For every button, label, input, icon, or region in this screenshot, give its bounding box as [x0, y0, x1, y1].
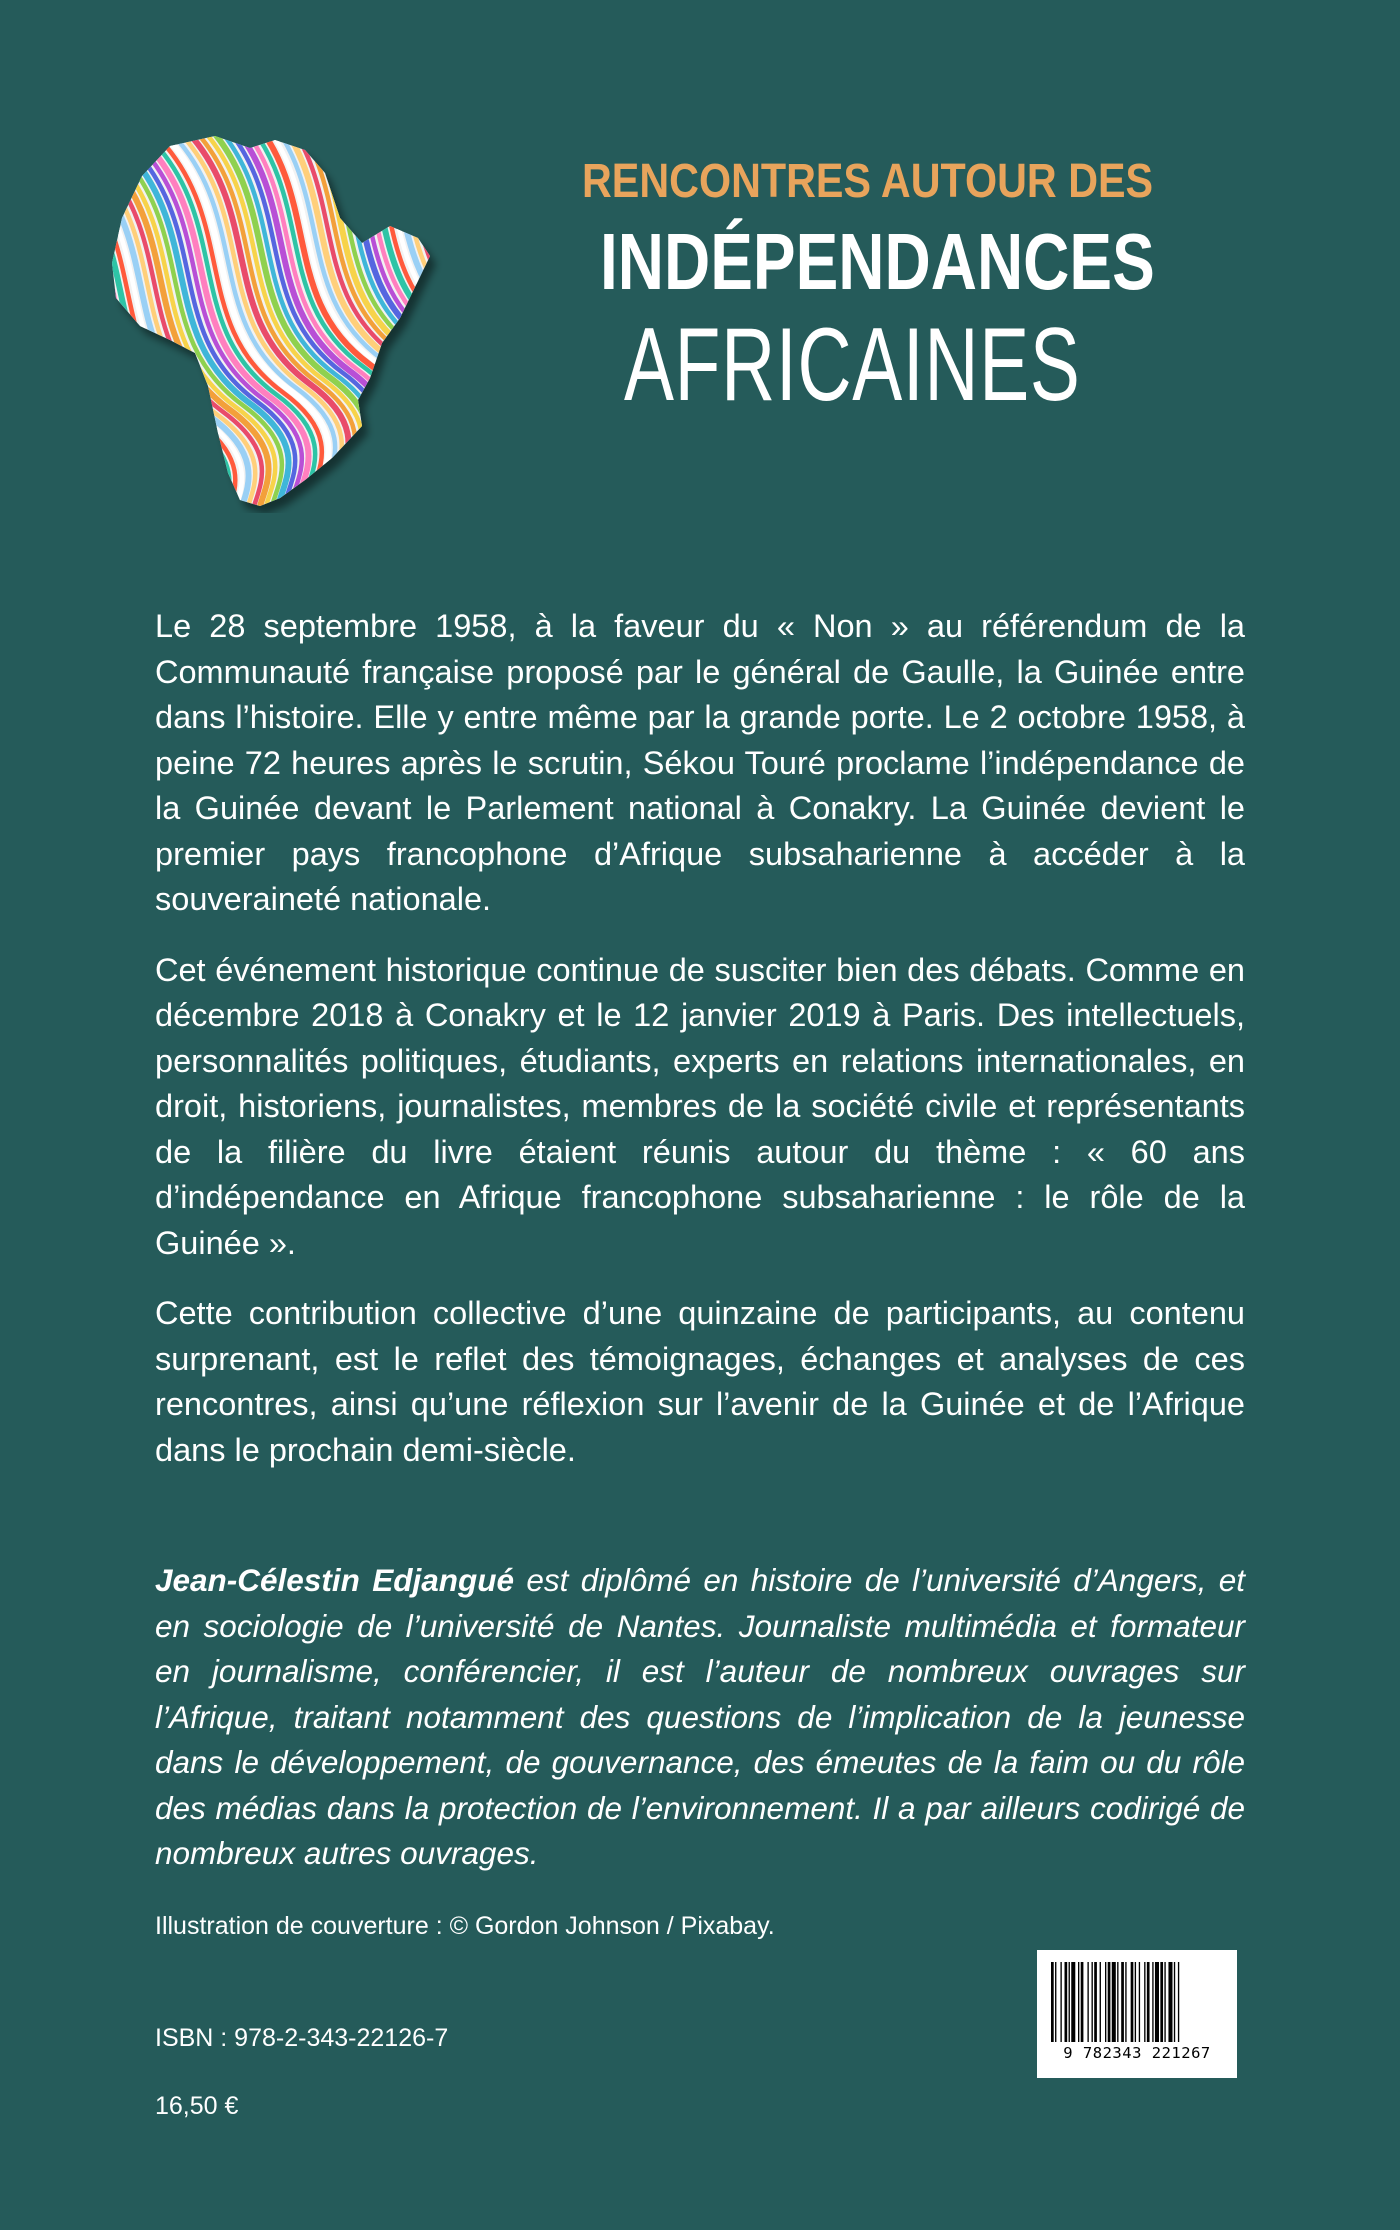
book-title: [540, 150, 1155, 424]
barcode-bar: [1147, 1962, 1150, 2042]
barcode-bar: [1071, 1962, 1075, 2042]
barcode-bar: [1105, 1962, 1106, 2042]
title-line-1: RENCONTRES AUTOUR DES: [582, 155, 1154, 208]
author-bio: [155, 1558, 1245, 1877]
isbn: ISBN : 978-2-343-22126-7: [155, 2024, 449, 2052]
barcode-bar: [1155, 1962, 1159, 2042]
barcode-bar: [1078, 1962, 1079, 2042]
barcode-bar: [1168, 1962, 1172, 2042]
map-stripe: [419, 128, 470, 454]
barcode-bar: [1139, 1962, 1140, 2042]
map-stripe: [432, 128, 470, 450]
book-summary: [155, 604, 1245, 1498]
barcode-bar: [1100, 1962, 1101, 2042]
map-stripe: [459, 128, 470, 441]
barcode-bar: [1178, 1962, 1179, 2042]
barcode-bar: [1174, 1962, 1175, 2042]
barcode-bar: [1060, 1962, 1061, 2042]
barcode-bar: [1152, 1962, 1153, 2042]
barcode-digits: 9 782343 221267: [1063, 2044, 1211, 2062]
map-stripe: [446, 128, 470, 445]
barcode-bar: [1069, 1962, 1070, 2042]
barcode-bar: [1160, 1962, 1163, 2042]
map-stripe: [412, 128, 470, 456]
summary-paragraph: Cet événement historique continue de susciter bien des débats. Comme en décembre 2018 à Conakry et le 12 janvier 2019 à Paris. Des intellectuels, personnalités politiques, étudiants, experts en relations internationales, en droit, historiens, journalistes, membres de la société civile et représentants de la filière du livre étaient réunis autour du thème : « 60 ans d’indépendance en Afrique francophone subsaharienne : le rôle de la Guinée ».: [155, 951, 1245, 1261]
map-stripe: [439, 128, 470, 448]
barcode-bar: [1094, 1962, 1097, 2042]
barcode-bar: [1108, 1962, 1111, 2042]
barcode-bar: [1065, 1962, 1068, 2042]
barcode-bar: [1112, 1962, 1116, 2042]
author-name: Jean-Célestin Edjangué: [155, 1562, 514, 1598]
barcode-bar: [1125, 1962, 1126, 2042]
barcode-bar: [1051, 1962, 1054, 2042]
barcode-bar: [1055, 1962, 1056, 2042]
map-stripe: [426, 128, 470, 452]
map-stripe: [406, 128, 470, 458]
barcode-bar: [1164, 1962, 1165, 2042]
barcode-bar: [1117, 1962, 1118, 2042]
title-line-2: INDÉPENDANCES: [600, 217, 1155, 306]
title-line-3: AFRICAINES: [624, 307, 1081, 423]
summary-paragraph: Cette contribution collective d’une quinzaine de participants, au contenu surprenant, est le reflet des témoignages, échanges et analyses de ces rencontres, ainsi qu’une réflexion sur l’avenir de la Guinée et de l’Afrique dans le prochain demi-siècle.: [155, 1295, 1245, 1468]
barcode-bar: [1081, 1962, 1084, 2042]
author-bio-text: est diplômé en histoire de l’université d’Angers, et en sociologie de l’université de Nantes. Journaliste multimédia et formateur en journalisme, conférencier, il est l’auteur de nombreux ouvrages sur l’Afrique, traitant notamment des questions de l’implication de la jeunesse dans le développement, de gouvernance, des émeutes de la faim ou du rôle des médias dans la protection de l’environnement. Il a par ailleurs codirigé de nombreux autres ouvrages.: [155, 1562, 1245, 1871]
summary-paragraph: Le 28 septembre 1958, à la faveur du « Non » au référendum de la Communauté française proposé par le général de Gaulle, la Guinée entre dans l’histoire. Elle y entre même par la grande porte. Le 2 octobre 1958, à peine 72 heures après le scrutin, Sékou Touré proclame l’indépendance de la Guinée devant le Parlement national à Conakry. La Guinée devient le premier pays francophone d’Afrique subsaharienne à accéder à la souveraineté nationale.: [155, 608, 1245, 917]
africa-map-icon: [100, 128, 470, 513]
barcode-bar: [1092, 1962, 1093, 2042]
illustration-credit: Illustration de couverture : © Gordon Johnson / Pixabay.: [155, 1912, 775, 1940]
map-stripe: [466, 128, 470, 439]
barcode-bar: [1121, 1962, 1124, 2042]
map-stripe: [452, 128, 470, 443]
price: 16,50 €: [155, 2092, 239, 2120]
barcode-bar: [1144, 1962, 1145, 2042]
barcode-icon: [1037, 1950, 1237, 2078]
barcode-bar: [1131, 1962, 1134, 2042]
barcode-bar: [1135, 1962, 1136, 2042]
map-stripe: [100, 205, 113, 513]
barcode-bar: [1087, 1962, 1088, 2042]
